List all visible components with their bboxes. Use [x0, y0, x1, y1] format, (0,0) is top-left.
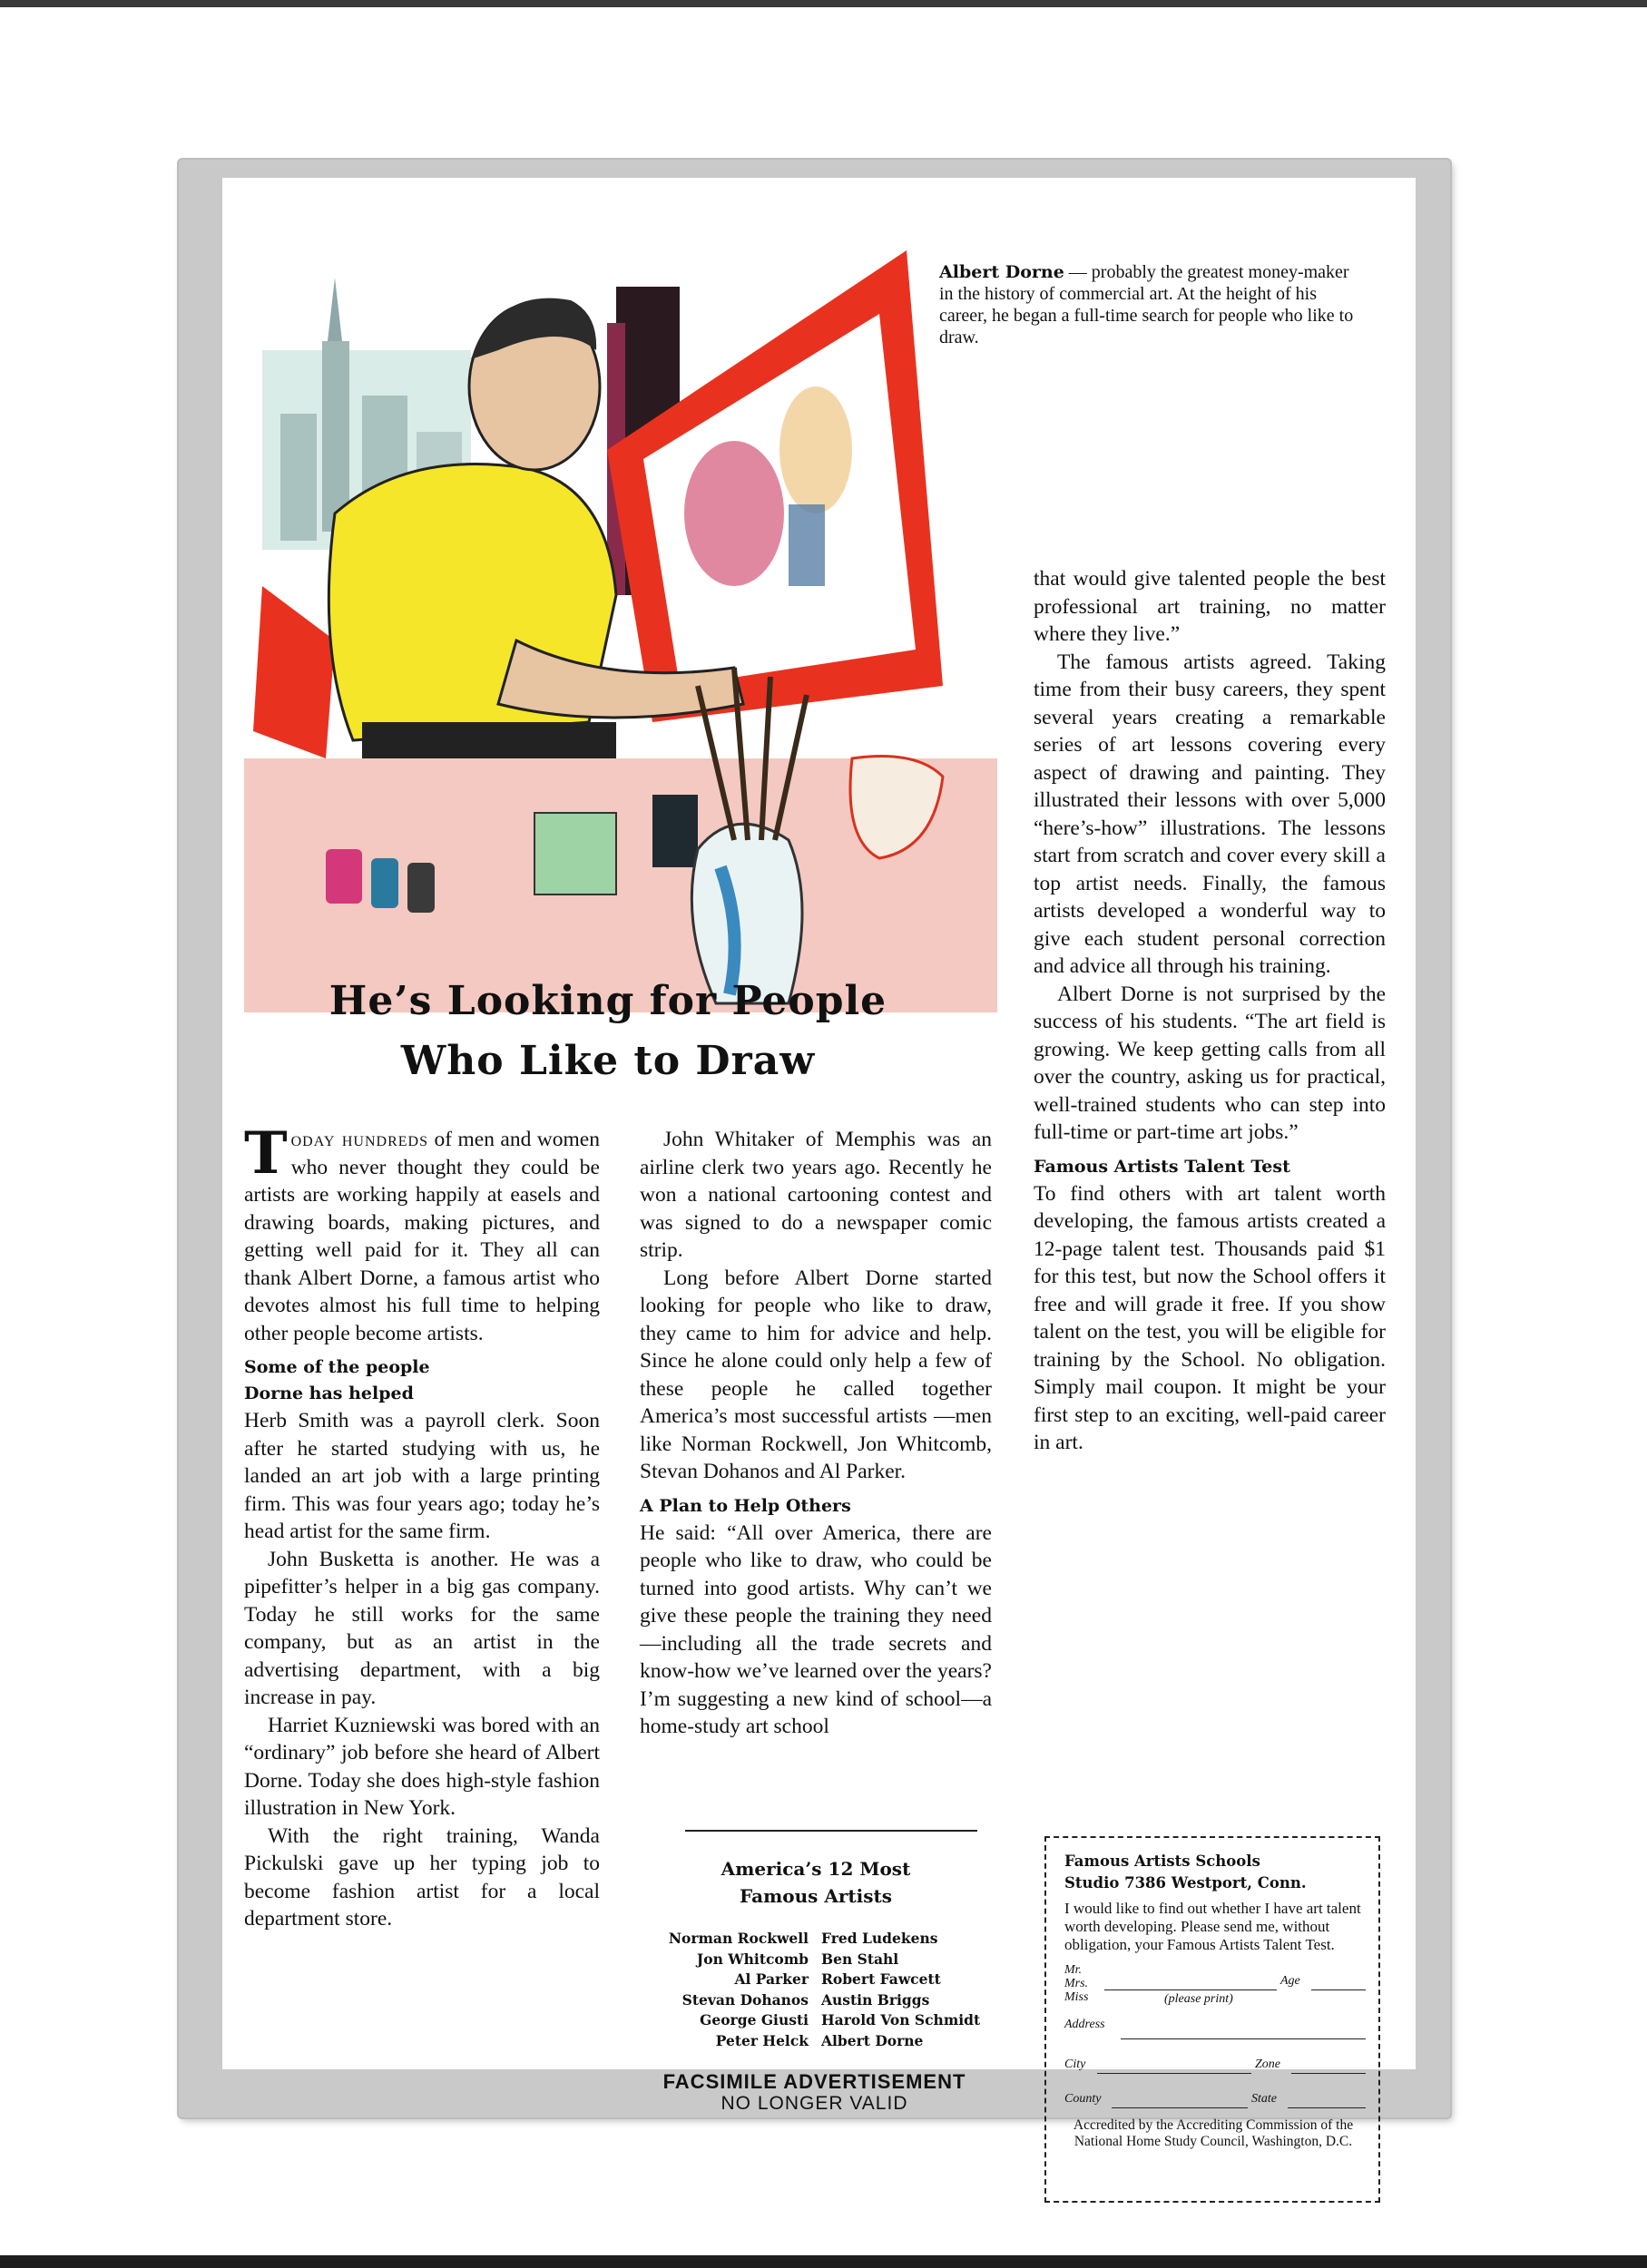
salutation-labels [1064, 1963, 1088, 2004]
list-item [640, 1990, 1003, 2011]
artist-name: Jon Whitcomb [696, 1950, 809, 1968]
subhead-line-2: Dorne has helped [244, 1383, 414, 1403]
list-item [640, 2031, 1003, 2052]
artist-name: Peter Helck [715, 2031, 809, 2049]
name-field[interactable] [1064, 1963, 1362, 2010]
artist-name: Stevan Dohanos [681, 1990, 809, 2009]
column-2 [640, 1126, 992, 1741]
paragraph-continued: that would give talented people the best professional art training, no matter where they live.” [1034, 567, 1386, 646]
comic-back-cover-board [179, 160, 1450, 2149]
artist-name: Austin Briggs [821, 1990, 930, 2009]
list-item [640, 2010, 1003, 2031]
list-item [640, 1950, 1003, 1970]
subhead-line-1: Some of the people [244, 1357, 430, 1377]
scan-bottom-border [0, 2255, 1647, 2268]
artists-box-title [640, 1855, 992, 1910]
facsimile-notice [179, 2071, 1450, 2115]
subhead-talent-test: Famous Artists Talent Test [1034, 1156, 1290, 1177]
column-1 [244, 1119, 600, 1933]
artist-name: Fred Ludekens [821, 1930, 938, 1947]
list-item [640, 1929, 1003, 1950]
label-county: County [1064, 2092, 1102, 2106]
paragraph-long-before: Long before Albert Dorne started looking for people who like to draw, they came to him for advice and help. Since he alone could only help a few of these people he called together America’s most successful artists —men like Norman Rockwell, Jon Whitcomb, Stevan Dohanos and Al Parker. [640, 1266, 992, 1483]
headline-line-1: He’s Looking for People [328, 978, 887, 1024]
address-line [1121, 2038, 1366, 2039]
caption-name: Albert Dorne [939, 262, 1064, 282]
coupon-school-name: Famous Artists Schools [1064, 1853, 1260, 1870]
divider-rule [685, 1830, 977, 1832]
headline [250, 972, 966, 1091]
facsimile-line-1: FACSIMILE ADVERTISEMENT [662, 2070, 966, 2093]
drop-cap: T [244, 1119, 288, 1188]
paragraph-herb-smith: Herb Smith was a payroll clerk. Soon after he started studying with us, he landed an art job with a large printing firm. This was four years ago; today he’s head artist for the same firm. [244, 1409, 600, 1543]
artist-name: Robert Fawcett [821, 1970, 941, 1988]
label-address: Address [1064, 2018, 1105, 2031]
label-city: City [1064, 2058, 1086, 2071]
paragraph-john-whitaker: John Whitaker of Memphis was an airline clerk two years ago. Recently he won a national cartooning contest and was signed to do a newspaper comic strip. [640, 1128, 992, 1262]
paragraph-talent-test: To find others with art talent worth developing, the famous artists created a 12-page talent test. Thousands paid $1 for this test, but now the School offers it free and will grade it free. If you show talent on the test, you will be eligible for training by the School. No obligation. Simply mail coupon. It might be your first step to an exciting, well-paid career in art. [1034, 1181, 1386, 1454]
headline-line-2: Who Like to Draw [400, 1038, 816, 1084]
column-3 [1034, 565, 1386, 1457]
dorne-caption [939, 261, 1366, 348]
label-mr: Mr. [1064, 1963, 1083, 1977]
scan-top-border [0, 0, 1647, 7]
age-line [1311, 1989, 1366, 1990]
label-state: State [1251, 2092, 1277, 2106]
paragraph-he-said: He said: “All over America, there are people who like to draw, who could be turned into good artists. Why can’t we give these people the training they need—including all the trade secrets and know-how we’ve learned over the years? I’m suggesting a new kind of school—a home-study art school [640, 1520, 992, 1738]
paragraph-harriet-kuzniewski: Harriet Kuzniewski was bored with an “ordinary” job before she heard of Albert Dorne. Today she does high-style fashion illustration in New York. [244, 1713, 600, 1820]
subhead-people-helped [244, 1354, 600, 1407]
artist-name: Harold Von Schmidt [821, 2011, 981, 2028]
intro-lead: oday hundreds [290, 1128, 428, 1151]
famous-artists-list [640, 1929, 1003, 2051]
artists-title-line-1: America’s 12 Most [721, 1858, 911, 1880]
name-line [1104, 1989, 1277, 1990]
artist-name: Norman Rockwell [668, 1930, 809, 1947]
column-1-intro [244, 1119, 600, 1347]
artist-name: George Giusti [700, 2011, 809, 2028]
paragraph-not-surprised: Albert Dorne is not surprised by the success of his students. “The art field is growing. We keep getting calls from all over the country, asking us for practical, well-trained students who can step into full-time or part-time art jobs.” [1034, 982, 1386, 1144]
address-field[interactable] [1064, 2010, 1362, 2045]
list-item [640, 1970, 1003, 1990]
label-zone: Zone [1255, 2058, 1280, 2071]
coupon-body: I would like to find out whether I have art talent worth developing. Please send me, without obligation, your Famous Artists Talent Test. [1064, 1900, 1361, 1953]
paragraph-artists-agreed: The famous artists agreed. Taking time from their busy careers, they spent several years creating a remarkable series of art lessons covering every aspect of drawing and painting. They illustrated their lessons with over 5,000 “here’s-how” illustrations. The lessons start from scratch and cover every skill a top artist needs. Finally, the famous artists developed a wonderful way to give each student personal correction and advice all through his training. [1034, 650, 1386, 978]
caption-text: — probably the greatest money-maker in the history of commercial art. At the height of his career, he began a full-time search for people who like to draw. [939, 262, 1354, 347]
label-age: Age [1280, 1974, 1300, 1988]
artist-name: Ben Stahl [821, 1950, 899, 1968]
paragraph-john-busketta: John Busketta is another. He was a pipefitter’s helper in a big gas company. Today he still works for the same company, but as an artist in the advertising department, with a big increase in pay. [244, 1547, 600, 1709]
facsimile-line-2: NO LONGER VALID [721, 2093, 908, 2114]
artist-name: Albert Dorne [821, 2031, 924, 2049]
mail-coupon[interactable] [1044, 1836, 1380, 2203]
subhead-plan: A Plan to Help Others [640, 1495, 851, 1516]
coupon-studio-address: Studio 7386 Westport, Conn. [1064, 1874, 1307, 1892]
label-mrs: Mrs. [1064, 1977, 1089, 1990]
artist-name: Al Parker [734, 1970, 809, 1988]
paragraph-wanda-pickulski: With the right training, Wanda Pickulski gave up her typing job to become fashion artist for a local department store. [244, 1823, 600, 1931]
intro-text: of men and women who never thought they could be artists are working happily at easels and drawing boards, making pictures, and getting well paid for it. They all can thank Albert Dorne, a famous artist who devotes almost his full time to helping other people become artists. [244, 1128, 600, 1345]
accreditation-note: Accredited by the Accrediting Commission of the National Home Study Council, Washington, D.C. [1073, 2117, 1354, 2149]
albert-dorne-illustration [226, 214, 997, 1012]
label-miss: Miss [1064, 1990, 1089, 2004]
label-please-print: (please print) [1164, 1992, 1233, 2006]
artists-title-line-2: Famous Artists [740, 1885, 892, 1907]
